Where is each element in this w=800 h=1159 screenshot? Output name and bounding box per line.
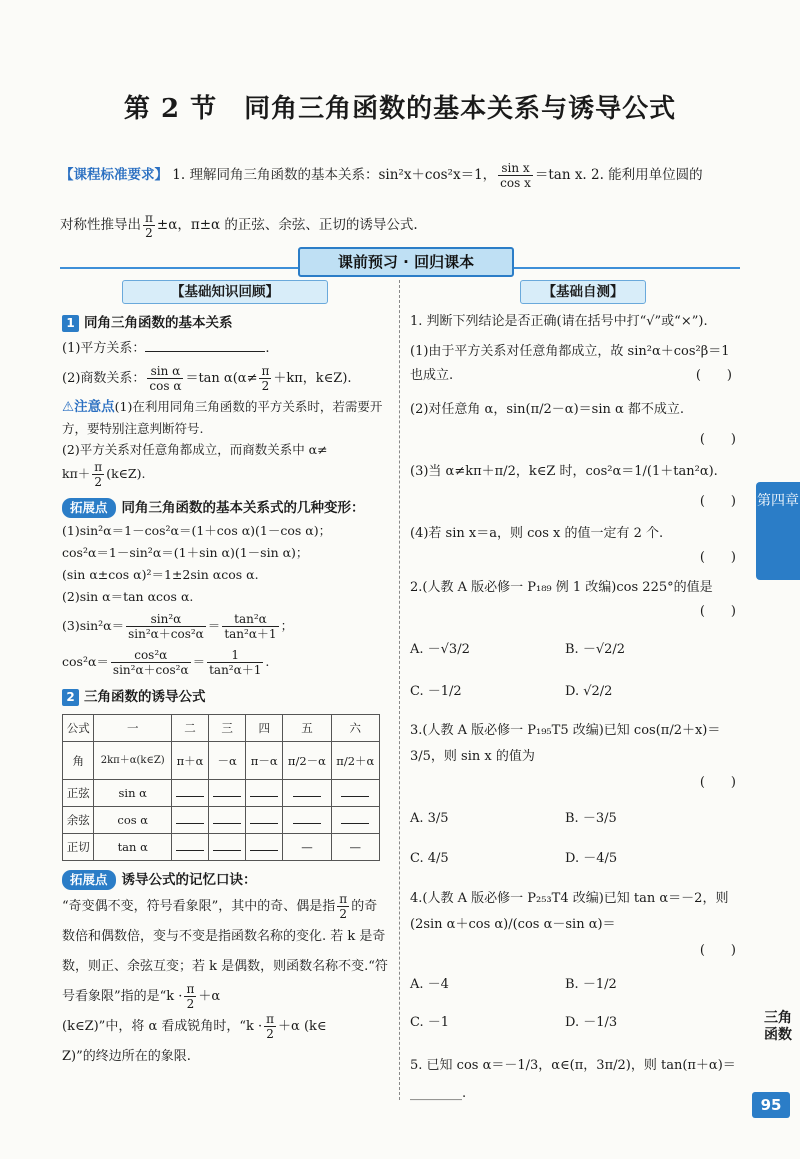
- mnemonic-text: “奇变偶不变，符号看象限”，其中的奇、偶是指 $\frac{\pi}{2}$ 的奇数倍和偶数倍，变与不变是指函数名称的变化. 若 k 是奇数，则正、余弦互变；若 k 是偶数，则函数名称不变.“符号看象限”指的是“k · $\frac{\pi}{2}$ ＋α (k∈Z)”中，将 α 看成锐角时，“k · $\frac{\pi}{2}$ ＋α (k∈ Z)”的终边所在的象限.: [62, 892, 388, 1064]
- right-header: 【基础自测】: [520, 280, 646, 304]
- requirements-text-1: 1. 理解同角三角函数的基本关系：sin²x＋cos²x＝1，: [172, 167, 497, 183]
- course-requirements: [60, 150, 750, 250]
- question-1: 1. 判断下列结论是否正确(请在括号中打“√”或“×”). (1)由于平方关系对任意角都成立，故 sin²α＋cos²β＝1 也成立. ( ) (2)对任意角 α，sin(π/2－α)＝sin α 都不成立. ( ) (3)当 α≠kπ＋π/2，k∈Z 时，cos²α＝1/(1＋tan²α). ( ) (4)若 sin x＝a，则 cos x 的值一定有 2 个. ( ): [410, 314, 736, 565]
- page-number: 95: [752, 1092, 790, 1118]
- extension-tag-2: 拓展点: [62, 870, 116, 890]
- chapter-tab: 第四章: [756, 482, 800, 580]
- requirements-fraction-2: $\frac{\pi}{2}$: [145, 211, 153, 240]
- left-header: 【基础知识回顾】: [122, 280, 328, 304]
- section-1-heading: 1 同角三角函数的基本关系: [62, 310, 388, 336]
- right-column: [410, 280, 736, 1108]
- extension-1: 拓展点 同角三角函数的基本关系式的几种变形：: [62, 497, 388, 520]
- question-2: 2.(人教 A 版必修一 P₁₈₉ 例 1 改编)cos 225°的值是 ( ) A. －√3/2 B. －√2/2 C. －1/2 D. √2/2: [410, 580, 736, 699]
- variants: (1)sin²α＝1－cos²α＝(1＋cos α)(1－cos α)； cos²α＝1－sin²α＝(1＋sin α)(1－sin α)； (sin α±cos α)²＝1±2sin αcos α. (2)sin α＝tan αcos α. (3)sin²α＝ $\frac{\text{sin²α}}{\text{sin²α＋cos²α}}$ ＝ $\frac{\text{tan²α}}{\text{tan²α＋1}}$ ； cos²α＝ $\frac{\text{cos²α}}{\text{sin²α＋cos²α}}$ ＝ $\frac{1}{\text{tan²α＋1}}$ .: [62, 523, 332, 677]
- left-column: [62, 280, 388, 1072]
- induction-table: 公式 一 二 三 四 五 六 角 2kπ＋α(k∈Z) π＋α －α π－α π/2－α π/2＋α 正弦 sin α 余弦 cos α 正切 tan α — —: [62, 714, 380, 861]
- extension-tag-1: 拓展点: [62, 498, 116, 518]
- note: ⚠注意点(1)在利用同角三角函数的平方关系时，若需要开方，要特别注意判断符号. (2)平方关系对任意角都成立，而商数关系中 α≠ kπ＋ $\frac{\pi}{2}$ (k∈Z).: [62, 399, 383, 489]
- requirements-text-2: ＝tan x. 2. 能利用单位圆的: [534, 167, 703, 183]
- side-label: 三角函数: [764, 1010, 792, 1043]
- section-banner: 课前预习 · 回归课本: [298, 247, 514, 277]
- section-2-heading: 2 三角函数的诱导公式: [62, 684, 388, 710]
- column-divider: [399, 280, 400, 1100]
- requirements-text-3: 对称性推导出: [60, 217, 141, 233]
- question-5: 5. 已知 cos α＝－1/3，α∈(π，3π/2)，则 tan(π＋α)＝ ________.: [410, 1058, 736, 1101]
- quotient-relation: (2)商数关系： $\frac{\text{sin α}}{\text{cos α}}$ ＝tan α(α≠ $\frac{\pi}{2}$ ＋kπ，k∈Z).: [62, 364, 352, 393]
- page-title: 第 2 节 同角三角函数的基本关系与诱导公式: [123, 94, 677, 124]
- extension-2: 拓展点 诱导公式的记忆口诀：: [62, 869, 388, 892]
- square-relation: (1)平方关系： .: [62, 341, 270, 356]
- requirements-fraction: $\frac{\text{sin x}}{\text{cos x}}$: [500, 161, 531, 190]
- requirements-text-4: ±α，π±α 的正弦、余弦、正切的诱导公式.: [156, 217, 418, 233]
- requirements-tag: 【课程标准要求】: [60, 167, 168, 183]
- question-4: 4.(人教 A 版必修一 P₂₅₃T4 改编)已知 tan α＝－2，则 (2sin α＋cos α)/(cos α－sin α)＝ ( ) A. －4 B. －1/2 C. －1 D. －1/3: [410, 891, 736, 1030]
- question-3: 3.(人教 A 版必修一 P₁₉₅T5 改编)已知 cos(π/2＋x)＝3/5，则 sin x 的值为 ( ) A. 3/5 B. －3/5 C. 4/5 D. －4/5: [410, 723, 736, 866]
